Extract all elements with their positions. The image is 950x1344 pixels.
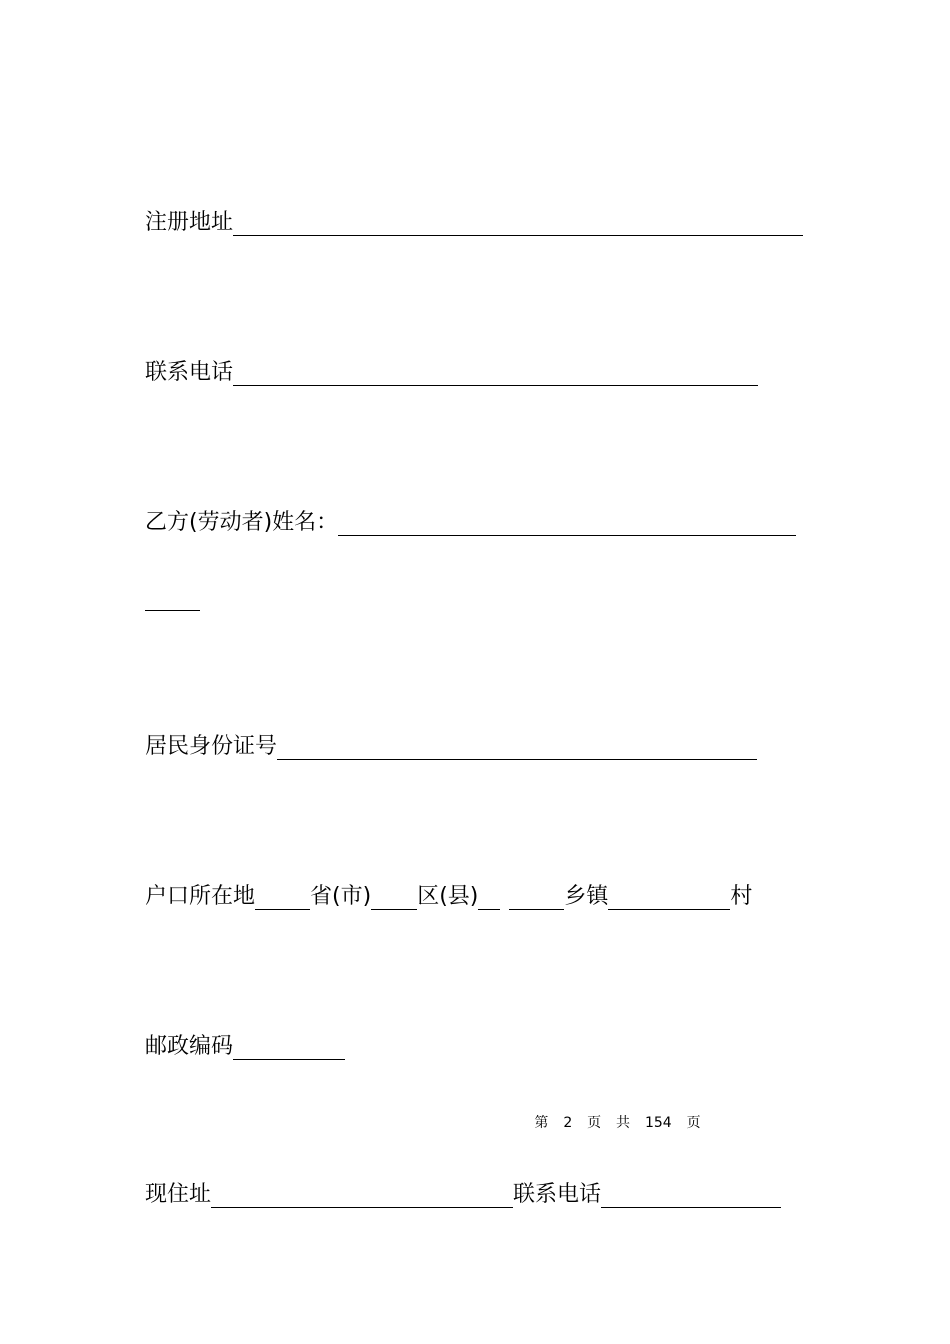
household-row [145, 884, 752, 910]
postal-code-blank[interactable] [233, 1035, 345, 1060]
footer-total-pages: 154 [644, 1115, 672, 1131]
footer-page-unit: 页 [587, 1115, 602, 1131]
id-number-blank[interactable] [277, 735, 757, 760]
registered-address-row [145, 210, 803, 236]
footer-page-number: 2 [563, 1115, 573, 1131]
township-blank-part1[interactable] [478, 885, 500, 910]
province-label: 省(市) [310, 884, 372, 909]
household-label: 户口所在地 [145, 884, 256, 909]
province-blank[interactable] [255, 885, 310, 910]
current-address-blank[interactable] [211, 1183, 513, 1208]
postal-code-row [145, 1034, 345, 1060]
contact-phone-row [145, 360, 758, 386]
township-label: 乡镇 [564, 884, 609, 909]
id-number-label: 居民身份证号 [145, 734, 278, 759]
current-address-label: 现住址 [145, 1182, 212, 1207]
registered-address-label: 注册地址 [145, 210, 234, 235]
postal-code-label: 邮政编码 [145, 1034, 234, 1059]
footer-total-unit: 页 [686, 1115, 701, 1131]
footer-prefix: 第 [534, 1115, 549, 1131]
current-phone-label: 联系电话 [513, 1182, 602, 1207]
party-b-name-label: 乙方(劳动者)姓名： [145, 510, 339, 535]
current-phone-blank[interactable] [601, 1183, 781, 1208]
registered-address-blank[interactable] [233, 211, 803, 236]
page-footer [0, 1114, 950, 1132]
district-label: 区(县) [417, 884, 479, 909]
township-blank-part2[interactable] [509, 885, 564, 910]
party-b-name-row [145, 510, 796, 536]
party-b-name-continuation-blank[interactable] [145, 586, 200, 611]
party-b-name-continuation-row [145, 586, 200, 611]
id-number-row [145, 734, 757, 760]
current-address-row [145, 1182, 781, 1208]
district-blank[interactable] [371, 885, 417, 910]
party-b-name-blank[interactable] [338, 511, 796, 536]
village-blank[interactable] [608, 885, 730, 910]
footer-total-prefix: 共 [616, 1115, 631, 1131]
village-label: 村 [730, 884, 753, 909]
contact-phone-blank[interactable] [233, 361, 758, 386]
contact-phone-label: 联系电话 [145, 360, 234, 385]
